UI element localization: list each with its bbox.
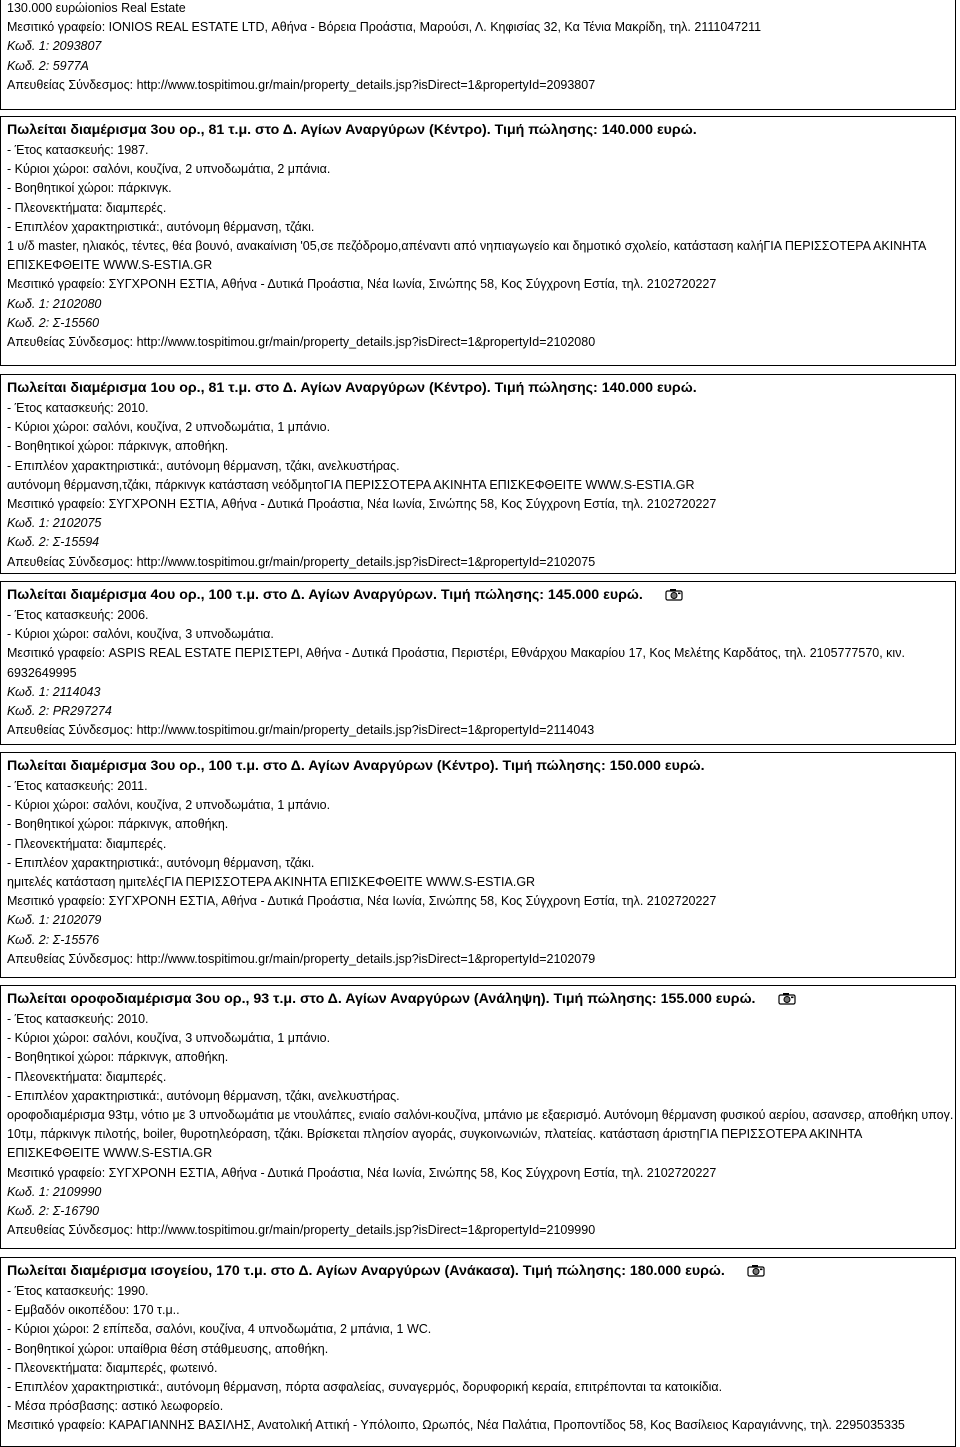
listing-line: - Βοηθητικοί χώροι: υπαίθρια θέση στάθμευσης, αποθήκη.: [7, 1341, 329, 1356]
listing-line: - Επιπλέον χαρακτηριστικά:, αυτόνομη θέρμανση, τζάκι.: [7, 855, 315, 870]
camera-icon[interactable]: [747, 1264, 765, 1277]
listing-line: Μεσιτικό γραφείο: ASPIS REAL ESTATE ΠΕΡΙΣΤΕΡΙ, Αθήνα - Δυτικά Προάστια, Περιστέρι, Εθνάρχου Μακαρίου 17, Κος Μελέτης Καρδάτος, τηλ. 2105777570, κιν. 6932649995: [7, 646, 905, 680]
listing-title-text: Πωλείται διαμέρισμα 4ου ορ., 100 τ.μ. στο Δ. Αγίων Αναργύρων. Τιμή πώλησης: 145.000 ευρώ.: [7, 587, 643, 603]
listing-line: - Έτος κατασκευής: 2010.: [7, 1012, 149, 1026]
listing-line: Μεσιτικό γραφείο: ΣΥΓΧΡΟΝΗ ΕΣΤΙΑ, Αθήνα - Δυτικά Προάστια, Νέα Ιωνία, Σινώπης 58, Κος Σύγχρονη Εστία, τηλ. 2102720227: [7, 496, 717, 511]
direct-link[interactable]: Απευθείας Σύνδεσμος: http://www.tospitimou.gr/main/property_details.jsp?isDirect=1&propertyId=2114043: [7, 723, 595, 738]
listing-line: - Βοηθητικοί χώροι: πάρκινγκ.: [7, 181, 172, 196]
listing-line: αυτόνομη θέρμανση,τζάκι, πάρκινγκ κατάσταση νεόδμητοΓΙΑ ΠΕΡΙΣΣΟΤΕΡΑ ΑΚΙΝΗΤΑ ΕΠΙΣΚΕΦΘΕΙΤΕ WWW.S-ESTIA.GR: [7, 477, 695, 492]
listing-line: Μεσιτικό γραφείο: IONIOS REAL ESTATE LTD, Αθήνα - Βόρεια Προάστια, Μαρούσι, Λ. Κηφισίας 32, Κα Τένια Μακρίδη, τηλ. 2111047211: [7, 20, 762, 35]
camera-icon[interactable]: [665, 588, 683, 601]
listing-4: [0, 581, 956, 745]
listing-6: [0, 985, 956, 1249]
listing-title: [7, 585, 955, 605]
listing-3: [0, 374, 956, 574]
listing-title: [7, 378, 955, 398]
listing-line: - Επιπλέον χαρακτηριστικά:, αυτόνομη θέρμανση, πόρτα ασφαλείας, συναγερμός, δορυφορική κεραία, επιτρέπονται τα κατοικίδια.: [7, 1379, 723, 1394]
direct-link[interactable]: Απευθείας Σύνδεσμος: http://www.tospitimou.gr/main/property_details.jsp?isDirect=1&propertyId=2102080: [7, 334, 596, 349]
listing-2: [0, 116, 956, 366]
listing-line: - Βοηθητικοί χώροι: πάρκινγκ, αποθήκη.: [7, 1050, 229, 1065]
direct-link[interactable]: Απευθείας Σύνδεσμος: http://www.tospitimou.gr/main/property_details.jsp?isDirect=1&propertyId=2093807: [7, 77, 596, 92]
listing-line: - Πλεονεκτήματα: διαμπερές, φωτεινό.: [7, 1360, 218, 1375]
listing-code: Κωδ. 1: 2109990: [7, 1184, 102, 1199]
listing-line: - Έτος κατασκευής: 2011.: [7, 779, 148, 793]
listing-code: Κωδ. 1: 2114043: [7, 684, 101, 699]
listing-title-text: Πωλείται διαμέρισμα 3ου ορ., 81 τ.μ. στο Δ. Αγίων Αναργύρων (Κέντρο). Τιμή πώλησης: 140.000 ευρώ.: [7, 122, 697, 138]
listing-line: - Κύριοι χώροι: σαλόνι, κουζίνα, 3 υπνοδωμάτια, 1 μπάνιο.: [7, 1031, 331, 1046]
listing-line: - Πλεονεκτήματα: διαμπερές.: [7, 836, 167, 851]
listing-title-text: Πωλείται οροφοδιαμέρισμα 3ου ορ., 93 τ.μ. στο Δ. Αγίων Αναργύρων (Ανάληψη). Τιμή πώλησης: 155.000 ευρώ.: [7, 991, 756, 1007]
listing-line: - Μέσα πρόσβασης: αστικό λεωφορείο.: [7, 1399, 224, 1414]
listing-7: [0, 1257, 956, 1447]
direct-link[interactable]: Απευθείας Σύνδεσμος: http://www.tospitimou.gr/main/property_details.jsp?isDirect=1&propertyId=2102079: [7, 951, 596, 966]
listing-code: Κωδ. 1: 2102079: [7, 913, 102, 928]
listing-code: Κωδ. 2: Σ-15560: [7, 315, 100, 330]
listing-line: - Εμβαδόν οικοπέδου: 170 τ.μ..: [7, 1303, 180, 1318]
listing-line: - Βοηθητικοί χώροι: πάρκινγκ, αποθήκη.: [7, 817, 229, 832]
listing-line: 1 υ/δ master, ηλιακός, τέντες, θέα βουνό, ανακαίνιση '05,σε πεζόδρομο,απέναντι από νηπιαγωγείο και δημοτικό σχολείο, κατάσταση καλήΓΙΑ ΠΕΡΙΣΣΟΤΕΡΑ ΑΚΙΝΗΤΑ ΕΠΙΣΚΕΦΘΕΙΤΕ WWW.S-ESTIA.GR: [7, 238, 926, 273]
listing-line: ημιτελές κατάσταση ημιτελέςΓΙΑ ΠΕΡΙΣΣΟΤΕΡΑ ΑΚΙΝΗΤΑ ΕΠΙΣΚΕΦΘΕΙΤΕ WWW.S-ESTIA.GR: [7, 874, 536, 889]
listing-5: [0, 752, 956, 978]
listing-line: - Έτος κατασκευής: 2010.: [7, 401, 149, 415]
listing-line: - Κύριοι χώροι: σαλόνι, κουζίνα, 3 υπνοδωμάτια.: [7, 627, 274, 642]
listing-title-text: Πωλείται διαμέρισμα ισογείου, 170 τ.μ. στο Δ. Αγίων Αναργύρων (Ανάκασα). Τιμή πώλησης: 180.000 ευρώ.: [7, 1263, 725, 1279]
listing-line: - Έτος κατασκευής: 2006.: [7, 608, 149, 622]
listing-line: - Πλεονεκτήματα: διαμπερές.: [7, 1069, 167, 1084]
listing-title: [7, 1261, 955, 1281]
listing-title: [7, 989, 955, 1009]
listing-title-text: Πωλείται διαμέρισμα 1ου ορ., 81 τ.μ. στο Δ. Αγίων Αναργύρων (Κέντρο). Τιμή πώλησης: 140.000 ευρώ.: [7, 380, 697, 396]
listing-line: Μεσιτικό γραφείο: ΣΥΓΧΡΟΝΗ ΕΣΤΙΑ, Αθήνα - Δυτικά Προάστια, Νέα Ιωνία, Σινώπης 58, Κος Σύγχρονη Εστία, τηλ. 2102720227: [7, 277, 717, 292]
listing-title-text: Πωλείται διαμέρισμα 3ου ορ., 100 τ.μ. στο Δ. Αγίων Αναργύρων (Κέντρο). Τιμή πώλησης: 150.000 ευρώ.: [7, 758, 705, 774]
listing-code: Κωδ. 2: PR297274: [7, 703, 112, 718]
listing-line: Μεσιτικό γραφείο: ΣΥΓΧΡΟΝΗ ΕΣΤΙΑ, Αθήνα - Δυτικά Προάστια, Νέα Ιωνία, Σινώπης 58, Κος Σύγχρονη Εστία, τηλ. 2102720227: [7, 1165, 717, 1180]
listing-line: - Κύριοι χώροι: 2 επίπεδα, σαλόνι, κουζίνα, 4 υπνοδωμάτια, 2 μπάνια, 1 WC.: [7, 1322, 432, 1337]
listing-code: Κωδ. 2: 5977A: [7, 58, 89, 73]
listing-line: - Κύριοι χώροι: σαλόνι, κουζίνα, 2 υπνοδωμάτια, 1 μπάνιο.: [7, 798, 331, 813]
listing-line: οροφοδιαμέρισμα 93τμ, νότιο με 3 υπνοδωμάτια με ντουλάπες, ενιαίο σαλόνι-κουζίνα, μπάνιο με εξαερισμό. Αυτόνομη θέρμανση φυσικού αερίου, ασανσερ, αποθήκη υπογ. 10τμ, πάρκινγκ πιλοτής, boiler, θυροτηλεόραση, τζάκι. Βρίσκεται πλησίον αγοράς, συγκοινωνιών, πλατείας. κατάσταση άριστηΓΙΑ ΠΕΡΙΣΣΟΤΕΡΑ ΑΚΙΝΗΤΑ ΕΠΙΣΚΕΦΘΕΙΤΕ WWW.S-ESTIA.GR: [7, 1107, 954, 1161]
listing-line: - Έτος κατασκευής: 1990.: [7, 1284, 149, 1298]
listing-code: Κωδ. 2: Σ-15594: [7, 535, 100, 550]
listing-line: - Βοηθητικοί χώροι: πάρκινγκ, αποθήκη.: [7, 439, 229, 454]
listing-line: Μεσιτικό γραφείο: ΣΥΓΧΡΟΝΗ ΕΣΤΙΑ, Αθήνα - Δυτικά Προάστια, Νέα Ιωνία, Σινώπης 58, Κος Σύγχρονη Εστία, τηλ. 2102720227: [7, 894, 717, 909]
listing-line: - Επιπλέον χαρακτηριστικά:, αυτόνομη θέρμανση, τζάκι, ανελκυστήρας.: [7, 458, 400, 473]
listing-line: - Επιπλέον χαρακτηριστικά:, αυτόνομη θέρμανση, τζάκι.: [7, 219, 315, 234]
direct-link[interactable]: Απευθείας Σύνδεσμος: http://www.tospitimou.gr/main/property_details.jsp?isDirect=1&propertyId=2109990: [7, 1223, 596, 1238]
listing-line: - Επιπλέον χαρακτηριστικά:, αυτόνομη θέρμανση, τζάκι, ανελκυστήρας.: [7, 1088, 400, 1103]
listing-line: Μεσιτικό γραφείο: ΚΑΡΑΓΙΑΝΝΗΣ ΒΑΣΙΛΗΣ, Ανατολική Αττική - Υπόλοιπο, Ωρωπός, Νέα Παλάτια, Προποντίδος 58, Κος Βασίλειος Καραγιάννης, τηλ. 2295035335: [7, 1418, 905, 1433]
listing-code: Κωδ. 1: 2102080: [7, 296, 102, 311]
camera-icon[interactable]: [778, 992, 796, 1005]
listing-1: [0, 0, 956, 110]
listing-code: Κωδ. 1: 2093807: [7, 39, 102, 54]
listing-title: [7, 756, 955, 776]
listing-line: - Κύριοι χώροι: σαλόνι, κουζίνα, 2 υπνοδωμάτια, 1 μπάνιο.: [7, 420, 331, 435]
listing-line: - Έτος κατασκευής: 1987.: [7, 143, 149, 157]
listing-line: - Κύριοι χώροι: σαλόνι, κουζίνα, 2 υπνοδωμάτια, 2 μπάνια.: [7, 162, 331, 177]
listing-line: - Πλεονεκτήματα: διαμπερές.: [7, 200, 167, 215]
listing-code: Κωδ. 2: Σ-15576: [7, 932, 100, 947]
listing-code: Κωδ. 2: Σ-16790: [7, 1203, 100, 1218]
direct-link[interactable]: Απευθείας Σύνδεσμος: http://www.tospitimou.gr/main/property_details.jsp?isDirect=1&propertyId=2102075: [7, 554, 596, 569]
listing-title: [7, 120, 955, 140]
listing-code: Κωδ. 1: 2102075: [7, 516, 102, 531]
listing-line: 130.000 ευρώionios Real Estate: [7, 1, 186, 15]
